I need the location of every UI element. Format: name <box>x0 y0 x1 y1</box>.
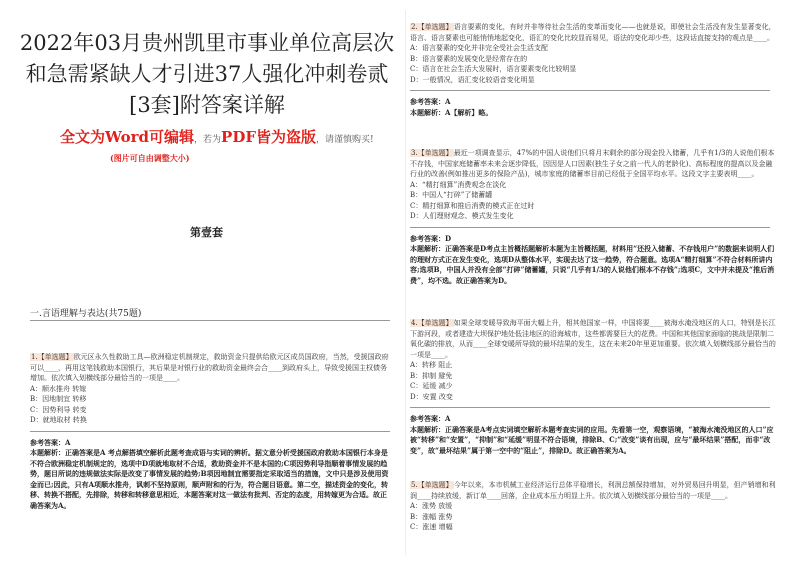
question-4-option-c: C：延缓 减少 <box>410 382 453 390</box>
question-5 <box>410 480 778 533</box>
question-1-text: 欧元区永久性救助工具—欧洲稳定机制规定，救助资金只提供给欧元区成员国政府，当然，受援国政府可以____，再用这笔钱救助本国银行，其后果是对银行业的救助资金最终会合____到政府头上，导致受援国主权债务增加。依次填入划横线部分最恰当的一项是____。 <box>30 353 389 382</box>
question-1-option-d: D：就地取材 转换 <box>30 416 87 424</box>
question-1-rule <box>30 431 390 432</box>
question-3-option-c: C：精打细算和推后消费的模式正在过时 <box>410 201 535 210</box>
question-1-tag: 1.【单选题】 <box>31 353 73 361</box>
buy-warning-text: ，请谨慎购买! <box>315 135 374 145</box>
question-4-option-d: D：安置 改变 <box>410 392 453 401</box>
question-2 <box>410 22 778 118</box>
question-4-text: 如果全球变暖导致海平面大幅上升，相其他国家一样，中国将要____被海水淹没地区的人口，特别是长江下游河段，或者建造大坝保护地处低洼地区的沿海城市，这些都需要巨大的花费。中国和其他国家面临的挑战是限制二氧化碳的排放，从而____全球变暖所导致的最坏结果的发生，这在未来20年里更加重要。依次填入划横线部分最恰当的一项是____。 <box>410 319 776 359</box>
question-5-text: 今年以来，本市机械工业经济运行总体平稳增长，利润总额保持增加，对外贸易回升明显，但产销增和利润____持续放缓，新订单____回落，企业成本压力明显上升。依次填入划横线部分最恰当的一项是____。 <box>410 481 776 500</box>
question-3-explanation: 本题解析：正确答案是D考点主旨概括题解析本题为主旨概括题，材料用“还投入储蓄、不存钱用户”的数据来说明人们的理财方式正在发生变化，选项D从整体水平，实现去达了这一趋势，符合题意。选项A“精打细算”不符合材料所讲内容;选项B，中国人并没有全部“打碎”储蓄罐，只说“几乎有1/3的人说他们根本不存钱”;选项C，文中并未提及“推后消费”，均不选。故正确答案为D。 <box>410 244 775 285</box>
question-2-explanation: 本题解析：A【解析】略。 <box>410 107 493 117</box>
question-3-answer: 参考答案：D <box>410 233 452 243</box>
question-2-tag: 2.【单选题】 <box>411 23 453 31</box>
question-4-stem <box>410 318 778 360</box>
question-3-option-a: A：“精打细算”消费观念在淡化 <box>410 180 507 189</box>
question-4-explanation: 本题解析：正确答案是A考点实词填空解析本题考查实词的应用。先看第一空，观察语境，“被海水淹没地区的人口”应被“转移”和“安置”，“抑制”和“延缓”明显不符合语境，排除B、C;“改变”谈有出现，应与“最坏结果”搭配，而非“改变”，故“最坏结果”属于第一空中的“阻止”，排除D。故正确答案为A。 <box>410 424 774 455</box>
question-1-answer: 参考答案：A <box>30 437 71 447</box>
question-3-text: 最近一项调查显示，47%的中国人说他们只将月末剩余的部分现金投入储蓄，几乎有1/3的人说他们根本不存钱，中国家庭储蓄率未来会逐步降低，因因是人口因素(独生子女之前一代人的老龄化)、高标程度的提高以及金融行业的改善(例如推出更多的保险产品)，城市家庭的储蓄率目前已经低于全国平均水平。这段文字主要表明____。 <box>410 149 775 178</box>
question-1-stem <box>30 352 392 384</box>
question-4-option-a: A：转移 阻止 <box>410 361 453 369</box>
question-4 <box>410 318 778 456</box>
question-2-option-a: A：语言要素的变化并非完全受社会生活支配 <box>410 44 549 52</box>
question-4-option-b: B：抑制 避免 <box>410 371 453 380</box>
section-rule <box>30 320 390 321</box>
question-2-option-b: B：语言要素的发展变化是经常存在的 <box>410 54 528 63</box>
question-4-answer: 参考答案：A <box>410 414 451 423</box>
question-5-option-a: A：涨势 放缓 <box>410 502 453 510</box>
question-2-option-d: D：一般情况，语汇变化较语音变化明显 <box>410 75 535 84</box>
question-5-option-b: B：涨幅 涨势 <box>410 512 453 521</box>
edit-banner <box>60 126 390 147</box>
question-1-option-a: A：顺水推舟 转嫁 <box>30 384 87 393</box>
question-4-rule <box>410 407 770 408</box>
question-1 <box>30 352 392 511</box>
image-note: (图片可自由调整大小) <box>110 153 190 163</box>
pdf-piracy-text: PDF皆为盗版 <box>221 128 316 146</box>
question-2-text: 语言要素的变化，有时并非等待社会生活的变革而变化——也就是说，即使社会生活没有发生显著变化，语言、语言要素也可能悄悄地起变化，语汇的变化比较显而易见，语法的变化却少些，这段话直接支持的观点是____。 <box>410 23 776 42</box>
question-2-option-c: C：语言在社会生活大发展时，语言要素变化比较明显 <box>410 65 577 73</box>
question-1-option-c: C：因势利导 转变 <box>30 405 87 414</box>
question-5-option-c: C：涨速 增幅 <box>410 523 453 531</box>
question-3-stem <box>410 148 778 180</box>
question-3-option-d: D：人们理财观念、模式发生变化 <box>410 212 514 220</box>
question-3-tag: 3.【单选题】 <box>411 149 453 157</box>
question-5-stem <box>410 480 778 501</box>
question-1-explanation: 本题解析：正确答案是A 考点解搭填空解析此题考查成语与实词的辨析。据文意分析受援国政府救助本国银行本身是不符合欧洲稳定机制规定的，选项中D项就地取材不合适，救助资金并不是本国的;C项因势利导指顺着事情发展的趋势，题目所说的违规做法实际是改变了事情发展的趋势;B项因地制宜需要指定采取适当的措施，文中只是涉及使用资金而已;因此，只有A项顺水推舟，讽刺不坚持原则，顺声附和的行为，符合题目语意。第二空，描述资金的变化，转移、转换不搭配，先排除，转移和转移意思相近，本题答案对这一做法有批判、否定的态度，用转嫁更为合适。故正确答案为A。 <box>30 448 389 510</box>
question-2-stem <box>410 22 778 43</box>
word-editable-text: 全文为Word可编辑 <box>60 128 195 146</box>
document-title: 2022年03月贵州凯里市事业单位高层次和急需紧缺人才引进37人强化冲刺卷贰[3套]附答案详解 <box>19 31 395 117</box>
question-2-rule <box>410 90 770 91</box>
column-divider <box>405 10 406 555</box>
question-1-option-b: B：因地制宜 转移 <box>30 395 87 403</box>
question-5-tag: 5.【单选题】 <box>411 481 453 489</box>
question-4-tag: 4.【单选题】 <box>411 319 453 327</box>
question-3 <box>410 148 778 286</box>
question-3-option-b: B：中国人“打碎”了储蓄罐 <box>410 191 493 199</box>
section-heading: 一.言语理解与表达(共75题) <box>30 309 142 319</box>
question-2-answer: 参考答案：A <box>410 97 451 106</box>
ruo-text: ，若为 <box>194 135 222 145</box>
question-3-rule <box>410 227 770 228</box>
volume-heading: 第壹套 <box>190 226 223 239</box>
